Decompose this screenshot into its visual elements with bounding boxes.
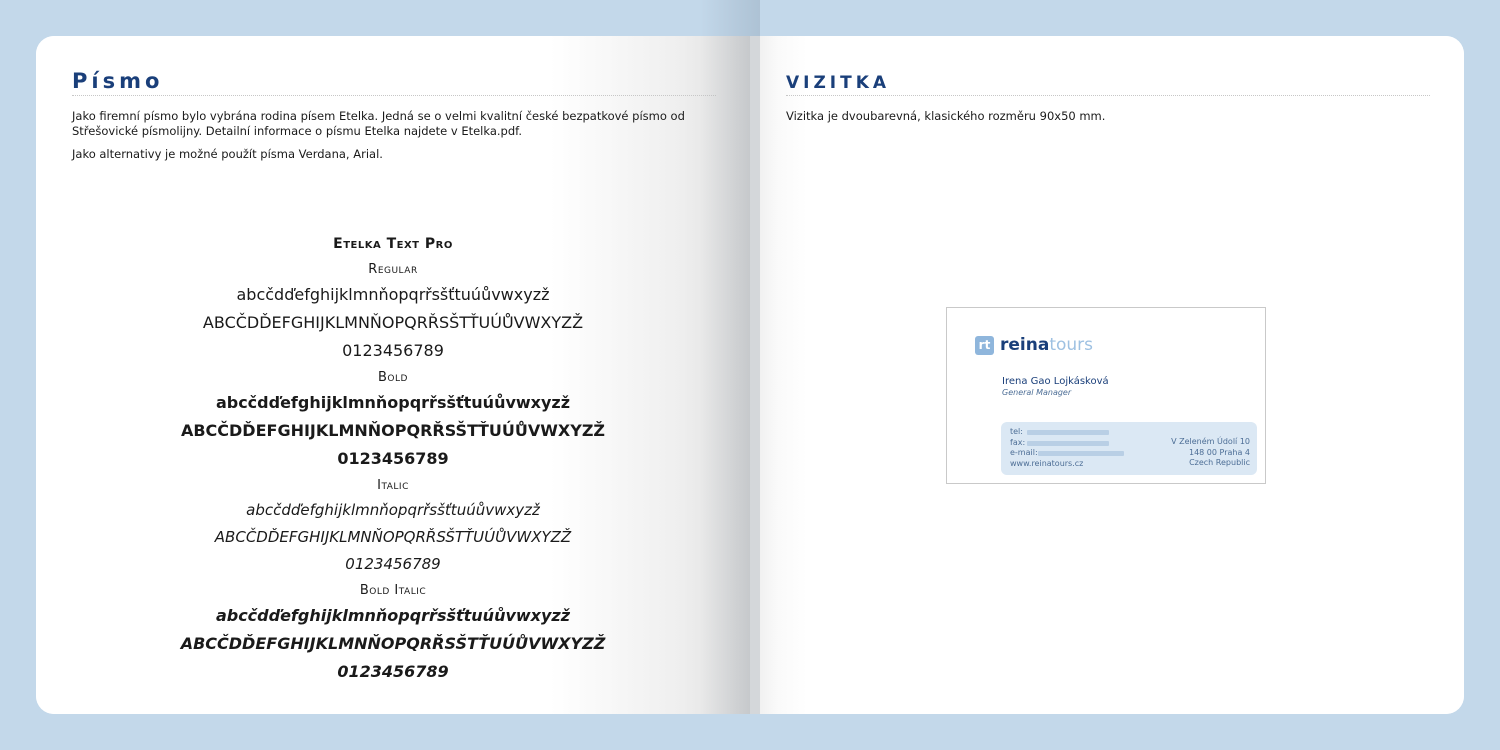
card-address-city: 148 00 Praha 4 [1188,447,1250,457]
card-contact-details [1010,427,1083,469]
card-fax-label: fax: [1010,437,1026,447]
title-divider [786,95,1430,96]
logo-wordmark-part2: tours [1049,335,1094,355]
logo-mark-icon: rt [975,336,994,355]
card-description: Vizitka je dvoubarevná, klasického rozměru 90x50 mm. [786,109,1106,123]
business-card [946,307,1266,484]
title-divider [72,95,716,96]
card-email-label: e-mail: [1010,448,1038,457]
sample-bold-digits: 0123456789 [337,449,449,468]
sample-bold-uppercase: ABCČDĎEFGHIJKLMNŇOPQRŘSŠTŤUÚŮVWXYZŽ [180,421,606,440]
style-label-italic: Italic [377,478,409,493]
sample-italic-digits: 0123456789 [345,555,441,573]
card-person-name: Irena Gao Lojkásková [1002,376,1109,387]
sample-italic-uppercase: ABCČDĎEFGHIJKLMNŇOPQRŘSŠTŤUÚŮVWXYZŽ [214,528,572,546]
left-page [36,36,750,714]
sample-regular-lowercase: abcčdďefghijklmnňopqrřsšťtuúůvwxyzž [236,285,550,304]
card-address [1171,437,1250,469]
style-label-bold-italic: Bold Italic [359,583,427,598]
redacted-fax [1027,441,1109,446]
sample-regular-digits: 0123456789 [342,341,444,360]
sample-bold-italic-lowercase: abcčdďefghijklmnňopqrřsšťtuúůvwxyzž [215,606,571,625]
card-web-row [1010,459,1083,470]
style-label-regular: Regular [368,262,418,277]
page-title-vizitka: VIZITKA [786,73,891,93]
card-tel-label: tel: [1010,427,1023,436]
card-tel-row [1010,427,1083,438]
page-title-pismo: Písmo [72,69,164,93]
style-label-bold: Bold [378,370,408,385]
card-address-country: Czech Republic [1189,458,1250,467]
card-fax-row [1010,438,1083,449]
card-person [1002,376,1109,398]
font-specimen [36,234,750,686]
sample-bold-italic-digits: 0123456789 [337,662,449,681]
sample-italic-lowercase: abcčdďefghijklmnňopqrřsšťtuúůvwxyzž [246,501,540,519]
card-website: www.reinatours.cz [1010,458,1084,468]
logo-wordmark-part1: reina [1000,335,1050,355]
logo-wordmark [1000,334,1093,356]
card-email-row [1010,448,1083,459]
redacted-tel [1027,430,1109,435]
redacted-email [1038,451,1124,456]
card-contact-box [1001,422,1257,475]
font-name: Etelka Text Pro [333,236,453,252]
sample-bold-italic-uppercase: ABCČDĎEFGHIJKLMNŇOPQRŘSŠTŤUÚŮVWXYZŽ [180,634,606,653]
sample-bold-lowercase: abcčdďefghijklmnňopqrřsšťtuúůvwxyzž [215,393,571,412]
card-address-street: V Zeleném Údolí 10 [1171,437,1250,446]
card-person-role: General Manager [1002,388,1072,397]
font-alternatives: Jako alternativy je možné použít písma Verdana, Arial. [72,147,383,161]
font-description: Jako firemní písmo bylo vybrána rodina písem Etelka. Jedná se o velmi kvalitní české bezpatkové písmo od Střešovické písmolijny. Detailní informace o písmu Etelka najdete v Etelka.pdf. [72,109,685,138]
sample-regular-uppercase: ABCČDĎEFGHIJKLMNŇOPQRŘSŠTŤUÚŮVWXYZŽ [202,313,584,332]
